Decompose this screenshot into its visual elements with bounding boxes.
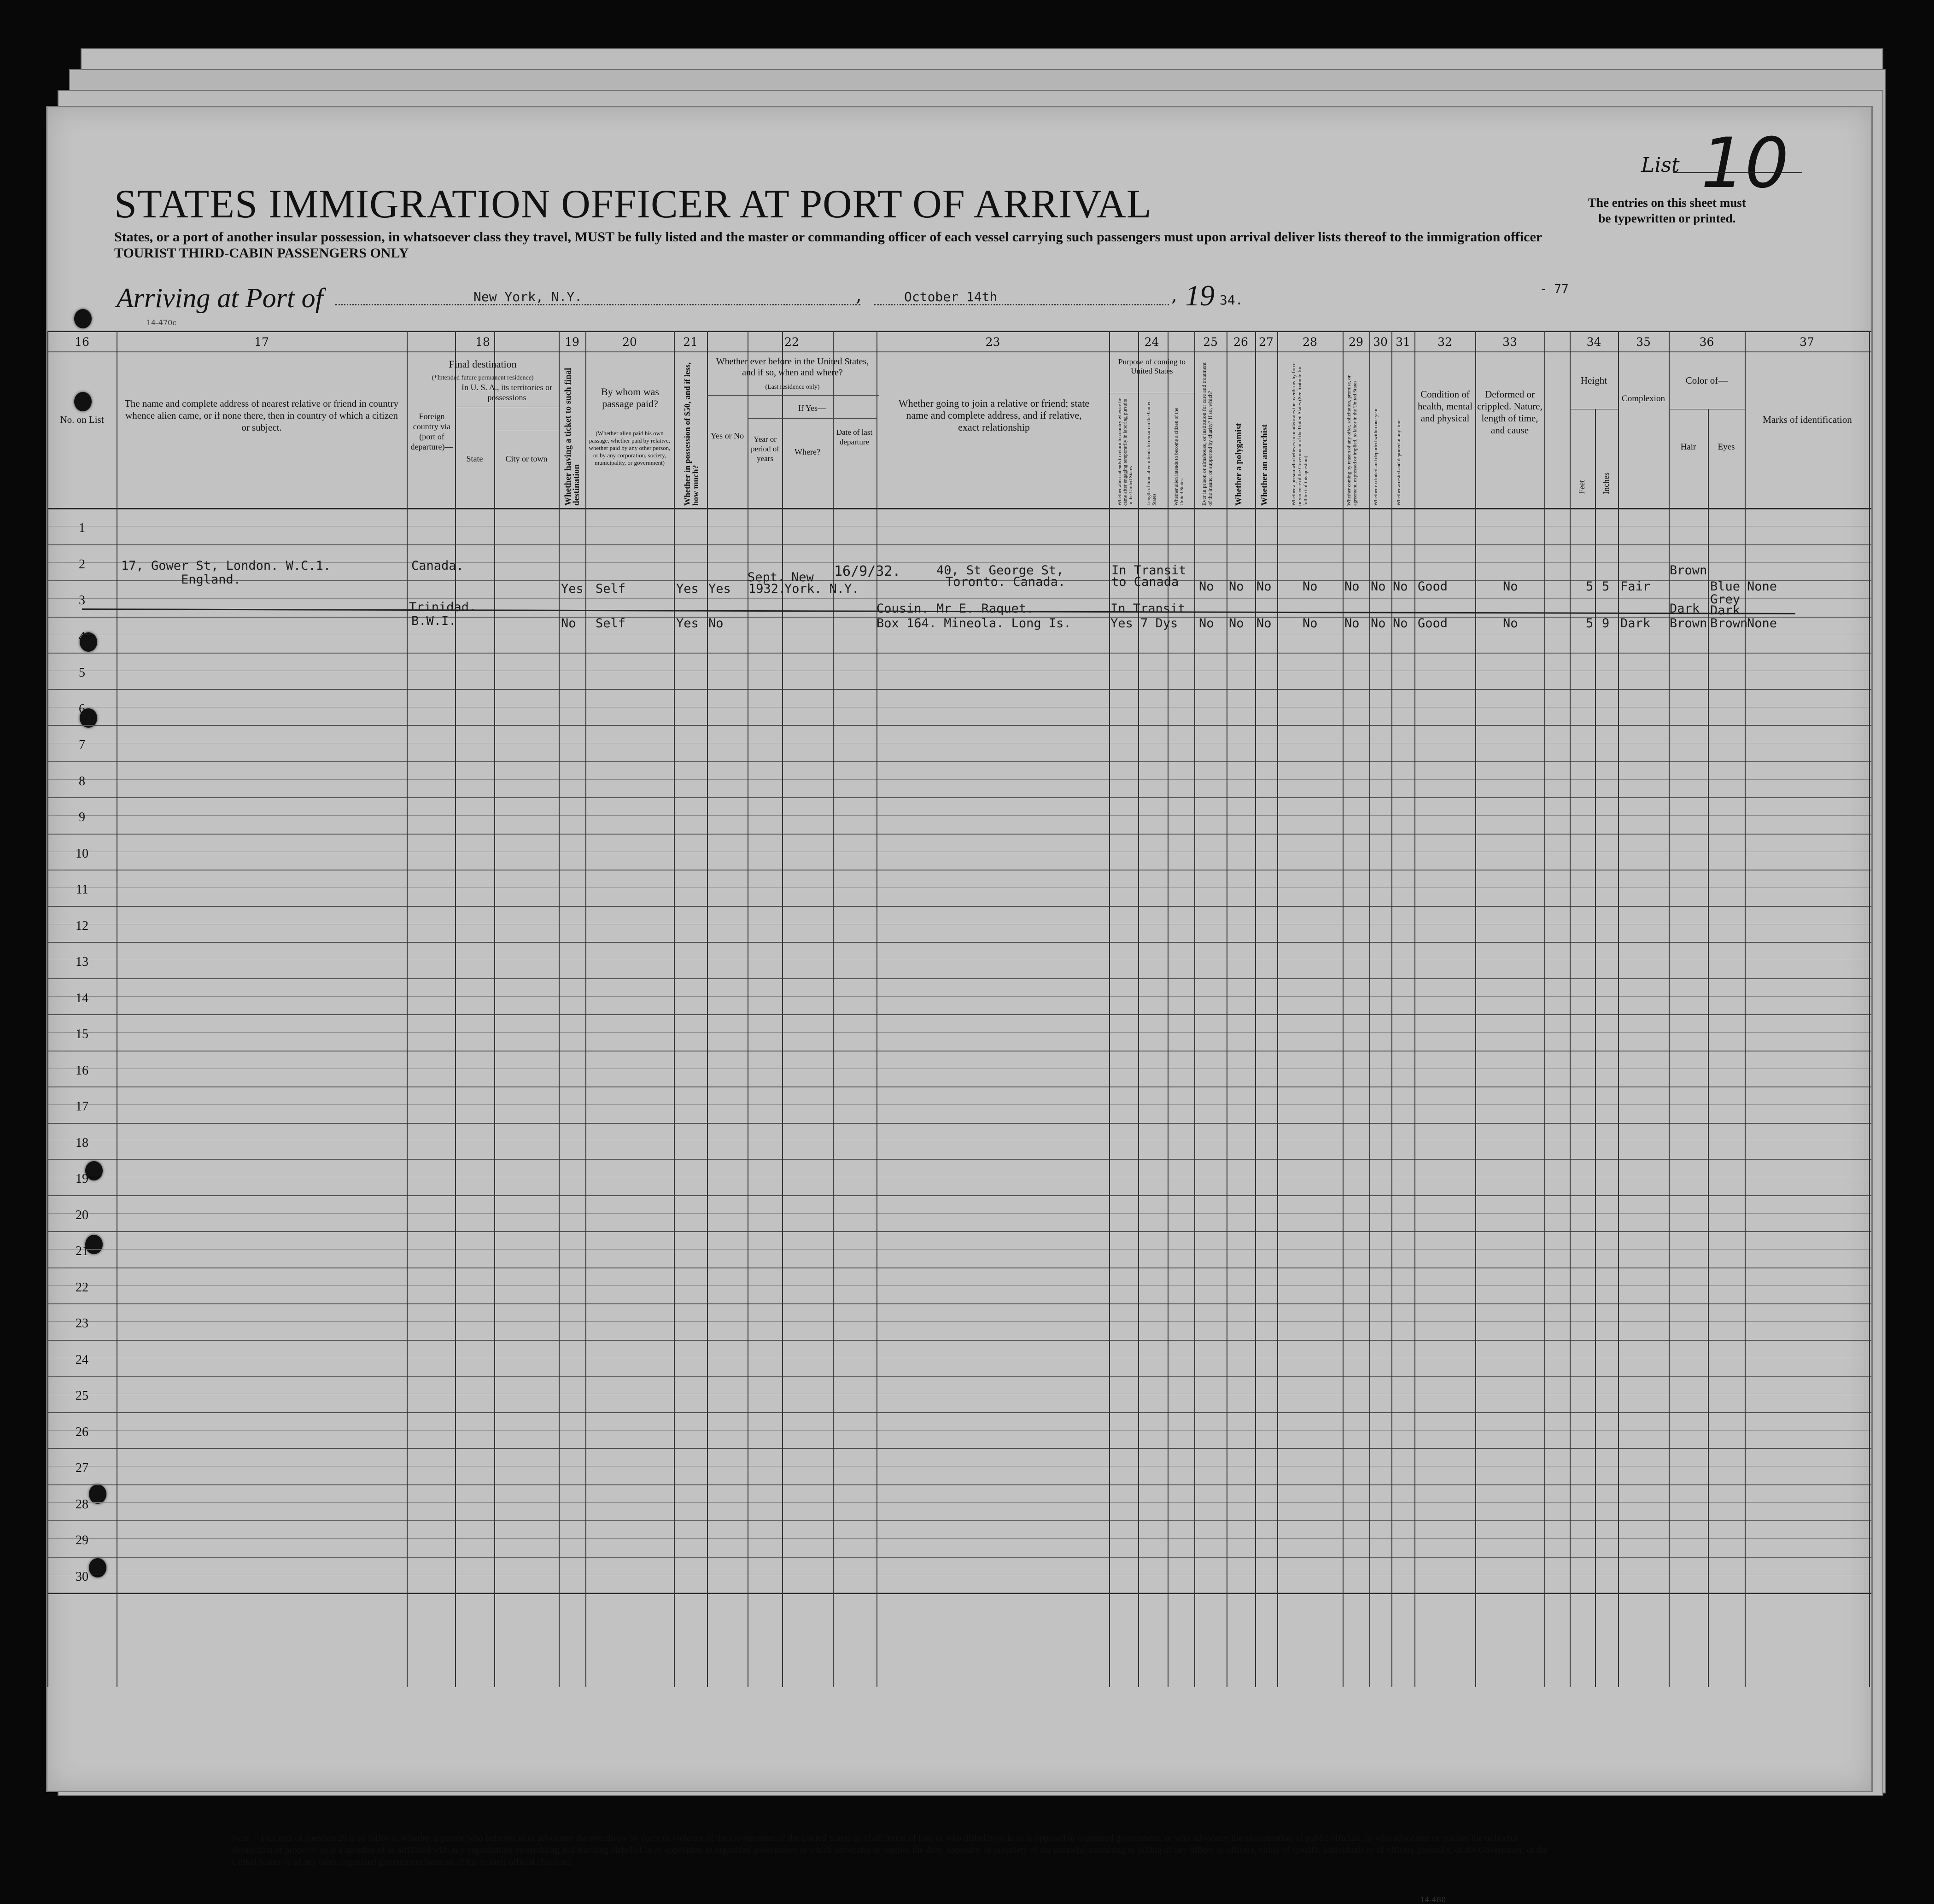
table-rule <box>47 331 1871 332</box>
column-number: 32 <box>1437 335 1452 349</box>
column-rule <box>494 331 495 1687</box>
row-rule <box>47 1231 1871 1232</box>
entry2-polygamist: No <box>1229 616 1244 631</box>
row-rule <box>47 1195 1871 1196</box>
form-number: 14-480 <box>1420 1895 1446 1904</box>
column-number: 21 <box>683 335 698 349</box>
table-rule <box>748 418 876 419</box>
row-number: 11 <box>76 882 88 897</box>
list-label: List <box>1641 153 1680 177</box>
row-number: 9 <box>79 810 85 824</box>
row-number: 25 <box>76 1389 88 1403</box>
row-subrule <box>47 598 1871 599</box>
row-number: 19 <box>76 1172 88 1186</box>
row-number: 20 <box>76 1208 88 1222</box>
row-number: 1 <box>79 521 85 535</box>
comma: , <box>856 285 862 306</box>
header-if-yes: If Yes— <box>798 403 826 413</box>
row-number: 15 <box>76 1027 88 1041</box>
page-mark: - 77 <box>1540 282 1569 296</box>
entry1-join: 40, St George St, <box>936 563 1064 578</box>
header-final-destination: Final destination <box>449 358 517 370</box>
entry2-join: Cousin. Mr E. Raquet. <box>876 602 1034 616</box>
column-rule <box>1109 331 1110 1687</box>
entry1-year: Sept. <box>748 570 785 584</box>
row-rule <box>47 1014 1871 1015</box>
entry1-purpose: In Transit <box>1111 563 1186 578</box>
entry1-anarchist: No <box>1256 579 1272 594</box>
entry2-foreign-country-2: B.W.I. <box>411 614 456 628</box>
column-rule <box>1544 331 1545 1687</box>
entry2-feet: 5 <box>1586 616 1594 631</box>
column-number: 16 <box>75 335 89 349</box>
row-number: 24 <box>76 1352 88 1367</box>
list-number: 10 <box>1701 123 1789 204</box>
column-rule <box>1369 331 1370 1687</box>
header-complexion: Complexion <box>1622 394 1665 403</box>
list-note <box>1588 195 1746 226</box>
entry2-anarchist: No <box>1256 616 1272 631</box>
entry2-paid-by: Self <box>596 616 626 631</box>
column-rule <box>1138 331 1139 1687</box>
row-number: 17 <box>76 1099 88 1114</box>
column-rule <box>707 331 708 1687</box>
entry2-deformed: No <box>1503 616 1518 631</box>
row-rule <box>47 1520 1871 1521</box>
header-passage-paid-note: (Whether alien paid his own passage, whether paid by relative, whether paid by any other person, or by any corporation, society, municipality, or government) <box>589 430 671 466</box>
row-number: 26 <box>76 1425 88 1439</box>
entry1-relative-country: England. <box>181 572 241 587</box>
instruction-text: States, or a port of another insular possession, in whatsoever class they travel, MUST be fully listed and the master or commanding officer of each vessel carrying such passengers must upon arrival deliver lists thereof to the immigration officer <box>114 229 1543 245</box>
row-subrule <box>47 1538 1871 1539</box>
column-rule <box>1255 331 1256 1687</box>
entry2-health: Good <box>1418 616 1448 631</box>
header-where: Where? <box>795 447 820 456</box>
column-number: 26 <box>1233 335 1248 349</box>
row-subrule <box>47 779 1871 780</box>
header-marks: Marks of identification <box>1763 414 1852 425</box>
column-number: 36 <box>1699 335 1714 349</box>
entry2-prison: No <box>1199 616 1214 631</box>
column-number: 30 <box>1373 335 1388 349</box>
entry2-join-2: Box 164. Mineola. Long Is. <box>876 616 1071 631</box>
header-question-31: Whether arrested and deported at any time <box>1396 420 1402 506</box>
column-rule <box>1194 331 1195 1687</box>
list-number-underline <box>1673 172 1802 173</box>
row-number: 22 <box>76 1280 88 1295</box>
header-join-relative: Whether going to join a relative or friend; state name and complete address, and if relative, exact relationship <box>898 397 1090 433</box>
row-subrule <box>47 1104 1871 1105</box>
entry2-purpose: In Transit <box>1110 602 1186 616</box>
entry1-where-2: York. N.Y. <box>784 582 859 596</box>
row-number: 28 <box>76 1497 88 1512</box>
column-rule <box>1745 331 1746 1687</box>
entry1-ticket: Yes <box>561 582 584 596</box>
entry1-foreign-country: Canada. <box>411 559 464 573</box>
header-hair: Hair <box>1680 442 1696 452</box>
row-number: 30 <box>76 1569 88 1584</box>
row-rule <box>47 1376 1871 1377</box>
row-number: 14 <box>76 991 88 1005</box>
entry1-marks: None <box>1747 579 1777 594</box>
column-rule <box>876 331 877 1687</box>
header-final-destination-note: (*Intended future permanent residence) <box>432 374 534 381</box>
entry2-marks: None <box>1747 616 1777 631</box>
entry2-eyes: Grey <box>1710 592 1741 607</box>
header-anarchist: Whether an anarchist <box>1260 424 1269 506</box>
row-rule <box>47 761 1871 762</box>
page-title: STATES IMMIGRATION OFFICER AT PORT OF ARRIVAL <box>114 182 1152 227</box>
row-subrule <box>47 996 1871 997</box>
entry1-polygamist: No <box>1229 579 1244 594</box>
header-question-28: Whether a person who believes in or advocates the overthrow by force or violence of the Government of the United States (See footnote for full text of this question) <box>1291 362 1309 506</box>
column-rule <box>1570 331 1571 1687</box>
header-color: Color of— <box>1685 375 1728 386</box>
column-number: 33 <box>1502 335 1517 349</box>
port-line <box>335 304 860 305</box>
column-rule <box>1277 331 1278 1687</box>
header-foreign-country: Foreign country via (port of departure)— <box>410 412 453 451</box>
row-rule <box>47 725 1871 726</box>
row-number: 12 <box>76 918 88 933</box>
list-note-line: The entries on this sheet must <box>1588 196 1746 210</box>
entry1-feet: 5 <box>1586 579 1594 594</box>
header-before-in-us: Whether ever before in the United States, and if so, when and where? <box>716 356 869 378</box>
entry2-foreign-country: Trinidad. <box>409 600 477 614</box>
column-rule <box>585 331 586 1687</box>
arriving-label: Arriving at Port of <box>117 283 323 313</box>
punch-hole-icon <box>74 309 92 328</box>
column-number: 31 <box>1396 335 1410 349</box>
column-rule <box>455 331 456 1687</box>
header-purpose-citizen: Whether alien intends to become a citizen of the United States <box>1174 408 1185 506</box>
column-rule <box>1669 331 1670 1687</box>
entry1-eyes: Blue <box>1710 579 1741 594</box>
row-rule <box>47 797 1871 798</box>
entry2-ticket: No <box>561 616 576 631</box>
header-before-in-us-note: (Last residence only) <box>765 384 820 391</box>
passenger-class: TOURIST THIRD-CABIN PASSENGERS ONLY <box>114 245 409 261</box>
row-number: 7 <box>79 738 85 752</box>
column-number: 28 <box>1303 335 1317 349</box>
column-number: 17 <box>254 335 269 349</box>
row-number: 8 <box>79 774 85 788</box>
column-number: 34 <box>1586 335 1601 349</box>
column-rule <box>559 331 560 1687</box>
column-rule <box>1168 331 1169 1687</box>
comma: , <box>1171 285 1177 306</box>
column-rule <box>674 331 675 1687</box>
entry2-q30: No <box>1371 616 1386 631</box>
row-subrule <box>47 1249 1871 1250</box>
column-number: 20 <box>622 335 637 349</box>
header-feet: Feet <box>1577 480 1586 494</box>
table-rule <box>707 395 879 396</box>
column-number: 35 <box>1636 335 1651 349</box>
row-rule <box>47 1123 1871 1124</box>
table-rule <box>47 508 1871 509</box>
entry1-deformed: No <box>1503 579 1518 594</box>
header-year: Year or period of years <box>751 435 779 463</box>
header-eyes: Eyes <box>1718 442 1735 452</box>
row-subrule <box>47 1213 1871 1214</box>
year-suffix: 34. <box>1220 292 1243 308</box>
header-relative-address: The name and complete address of nearest relative or friend in country whence alien came, or if none there, then in country of which a citizen or subject. <box>124 398 399 433</box>
column-number: 37 <box>1800 335 1814 349</box>
row-number: 5 <box>79 666 85 680</box>
entry2-q31: No <box>1393 616 1408 631</box>
form-number: 14-470c <box>146 318 177 327</box>
entry1-where: New <box>791 570 814 584</box>
column-rule <box>1595 409 1596 1687</box>
entry2-hair-2: Brown <box>1670 616 1707 631</box>
row-subrule <box>47 815 1871 816</box>
column-number: 24 <box>1144 335 1159 349</box>
entry1-q28: No <box>1303 579 1318 594</box>
entry1-q31: No <box>1393 579 1408 594</box>
row-rule <box>47 1448 1871 1449</box>
row-number: 29 <box>76 1533 88 1548</box>
entry2-hair: Dark <box>1670 602 1700 616</box>
row-subrule <box>47 1285 1871 1286</box>
header-question-30: Whether excluded and deported within one year <box>1373 408 1379 506</box>
footnote: Note.—Full text of question 28 is as follows: Whether a person who believes in or advocates the overthrow by force or violence of the Government of the United States or of all forms of law, or who disbelieves in or is opposed to organized government, or who advocates the assassination of public officials, or who advocates or teaches the unlawful destruction of property, or is a member of or affiliated with any organization entertaining and teaching disbelief in or opposition to organized government or which advocates or teaches the duty, necessity, or propriety of the unlawful assaulting or killing of any officer or officers, either of specific individuals or of officers generally, of the Government of the United States or of any other organized government because of his or their official character. <box>232 1833 1548 1867</box>
column-rule <box>1391 331 1392 1687</box>
column-rule <box>47 331 48 1687</box>
column-rule <box>782 331 783 1687</box>
column-rule <box>1475 331 1476 1687</box>
row-number: 21 <box>76 1244 88 1258</box>
row-rule <box>47 1086 1871 1087</box>
row-rule <box>47 942 1871 943</box>
entry2-complexion: Dark <box>1620 616 1651 631</box>
row-rule <box>47 1267 1871 1268</box>
entry2-q28: No <box>1303 616 1318 631</box>
header-last-departure: Date of last departure <box>836 428 873 446</box>
list-note-line: be typewritten or printed. <box>1598 211 1736 225</box>
entry2-before-in-us: No <box>708 616 724 631</box>
manifest-table <box>47 331 1871 1687</box>
row-rule <box>47 834 1871 835</box>
entry1-health: Good <box>1418 579 1448 594</box>
column-rule <box>833 331 834 1687</box>
entry2-purpose-2: Yes 7 Dys <box>1110 616 1178 631</box>
header-city: City or town <box>505 454 548 463</box>
row-subrule <box>47 1502 1871 1503</box>
row-subrule <box>47 1430 1871 1431</box>
header-passage-paid: By whom was passage paid? <box>601 386 659 409</box>
entry1-q30: No <box>1371 579 1386 594</box>
table-rule <box>47 351 1871 352</box>
row-rule <box>47 653 1871 654</box>
entry1-inches: 5 <box>1602 579 1610 594</box>
row-number: 27 <box>76 1461 88 1475</box>
row-subrule <box>47 1032 1871 1033</box>
entry2-q29: No <box>1344 616 1360 631</box>
row-number: 6 <box>79 701 85 716</box>
entry1-fifty-dollars: Yes <box>676 582 699 596</box>
entry1-prison: No <box>1199 579 1214 594</box>
column-rule <box>1343 331 1344 1687</box>
row-rule <box>47 1159 1871 1160</box>
header-fifty-dollars: Whether in possession of $50, and if less, how much? <box>683 362 700 506</box>
header-state: State <box>466 454 483 463</box>
header-purpose-length: Length of time alien intends to remain in the United States <box>1146 400 1157 506</box>
header-polygamist: Whether a polygamist <box>1234 423 1244 506</box>
entry1-year-2: 1932. <box>748 582 786 596</box>
row-rule <box>47 1484 1871 1485</box>
row-number: 23 <box>76 1316 88 1331</box>
row-number: 16 <box>76 1063 88 1078</box>
year-prefix: 19 <box>1185 279 1215 312</box>
row-rule <box>47 1593 1871 1594</box>
row-number: 10 <box>76 846 88 861</box>
header-height: Height <box>1580 375 1607 386</box>
row-number: 3 <box>79 593 85 607</box>
row-subrule <box>47 1321 1871 1322</box>
header-ticket: Whether having a ticket to such final destination <box>563 368 581 506</box>
row-number: 13 <box>76 955 88 969</box>
column-rule <box>1414 331 1415 1687</box>
manifest-sheet <box>46 106 1873 1904</box>
header-prison: Ever in prison or almshouse, or institution for care and treatment of the insane, or supported by charity? If so, which? <box>1201 362 1213 506</box>
entry1-before-in-us: Yes <box>708 582 731 596</box>
row-rule <box>47 978 1871 979</box>
header-purpose: Purpose of coming to United States <box>1118 357 1186 375</box>
column-number: 18 <box>475 335 490 349</box>
header-question-29: Whether coming by reason of any offer, solicitation, promise, or agreement, expressed or implied, to labor in the United States <box>1346 375 1358 506</box>
row-rule <box>47 544 1871 545</box>
row-number: 2 <box>79 557 85 572</box>
entry1-relative-address: 17, Gower St, London. W.C.1. <box>121 559 331 573</box>
column-rule <box>407 331 408 1687</box>
entry2-inches: 9 <box>1602 616 1610 631</box>
entry1-paid-by: Self <box>596 582 626 596</box>
row-rule <box>47 906 1871 907</box>
column-number: 27 <box>1259 335 1274 349</box>
row-rule <box>47 1412 1871 1413</box>
header-list-number: No. on List <box>60 414 104 425</box>
entry1-last-departure: 16/9/32. <box>834 563 901 579</box>
column-rule <box>1869 331 1870 1687</box>
column-rule <box>1618 331 1619 1687</box>
header-purpose-return: Whether alien intends to return to country whence he came after engaging temporarily in laboring pursuits in the United States <box>1117 398 1134 506</box>
entry1-q29: No <box>1344 579 1360 594</box>
entry1-complexion: Fair <box>1620 579 1651 594</box>
entry2-fifty-dollars: Yes <box>676 616 699 631</box>
arrival-date: October 14th <box>904 289 998 304</box>
row-rule <box>47 1303 1871 1304</box>
row-number: 18 <box>76 1135 88 1150</box>
header-us-destination: In U. S. A., its territories or possessions <box>462 383 552 402</box>
entry2-eyes-3: Brown <box>1710 616 1748 631</box>
column-number: 19 <box>565 335 579 349</box>
entry2-eyes-2: Dark <box>1710 603 1741 618</box>
entry1-hair: Brown <box>1670 563 1707 578</box>
entry1-purpose-2: to Canada <box>1111 575 1179 589</box>
column-rule <box>1708 409 1709 1687</box>
row-rule <box>47 1340 1871 1341</box>
header-yes-no: Yes or No <box>710 431 744 440</box>
header-inches: Inches <box>1601 473 1611 494</box>
column-number: 23 <box>985 335 1000 349</box>
header-health: Condition of health, mental and physical <box>1418 389 1472 424</box>
column-number: 22 <box>784 335 799 349</box>
row-number: 4 <box>79 629 85 644</box>
arrival-port: New York, N.Y. <box>473 289 583 304</box>
header-deformed: Deformed or crippled. Nature, length of time, and cause <box>1477 389 1543 436</box>
entry1-join-2: Toronto. Canada. <box>946 575 1066 589</box>
column-number: 29 <box>1349 335 1363 349</box>
row-rule <box>47 1557 1871 1558</box>
row-rule <box>47 689 1871 690</box>
column-number: 25 <box>1203 335 1218 349</box>
